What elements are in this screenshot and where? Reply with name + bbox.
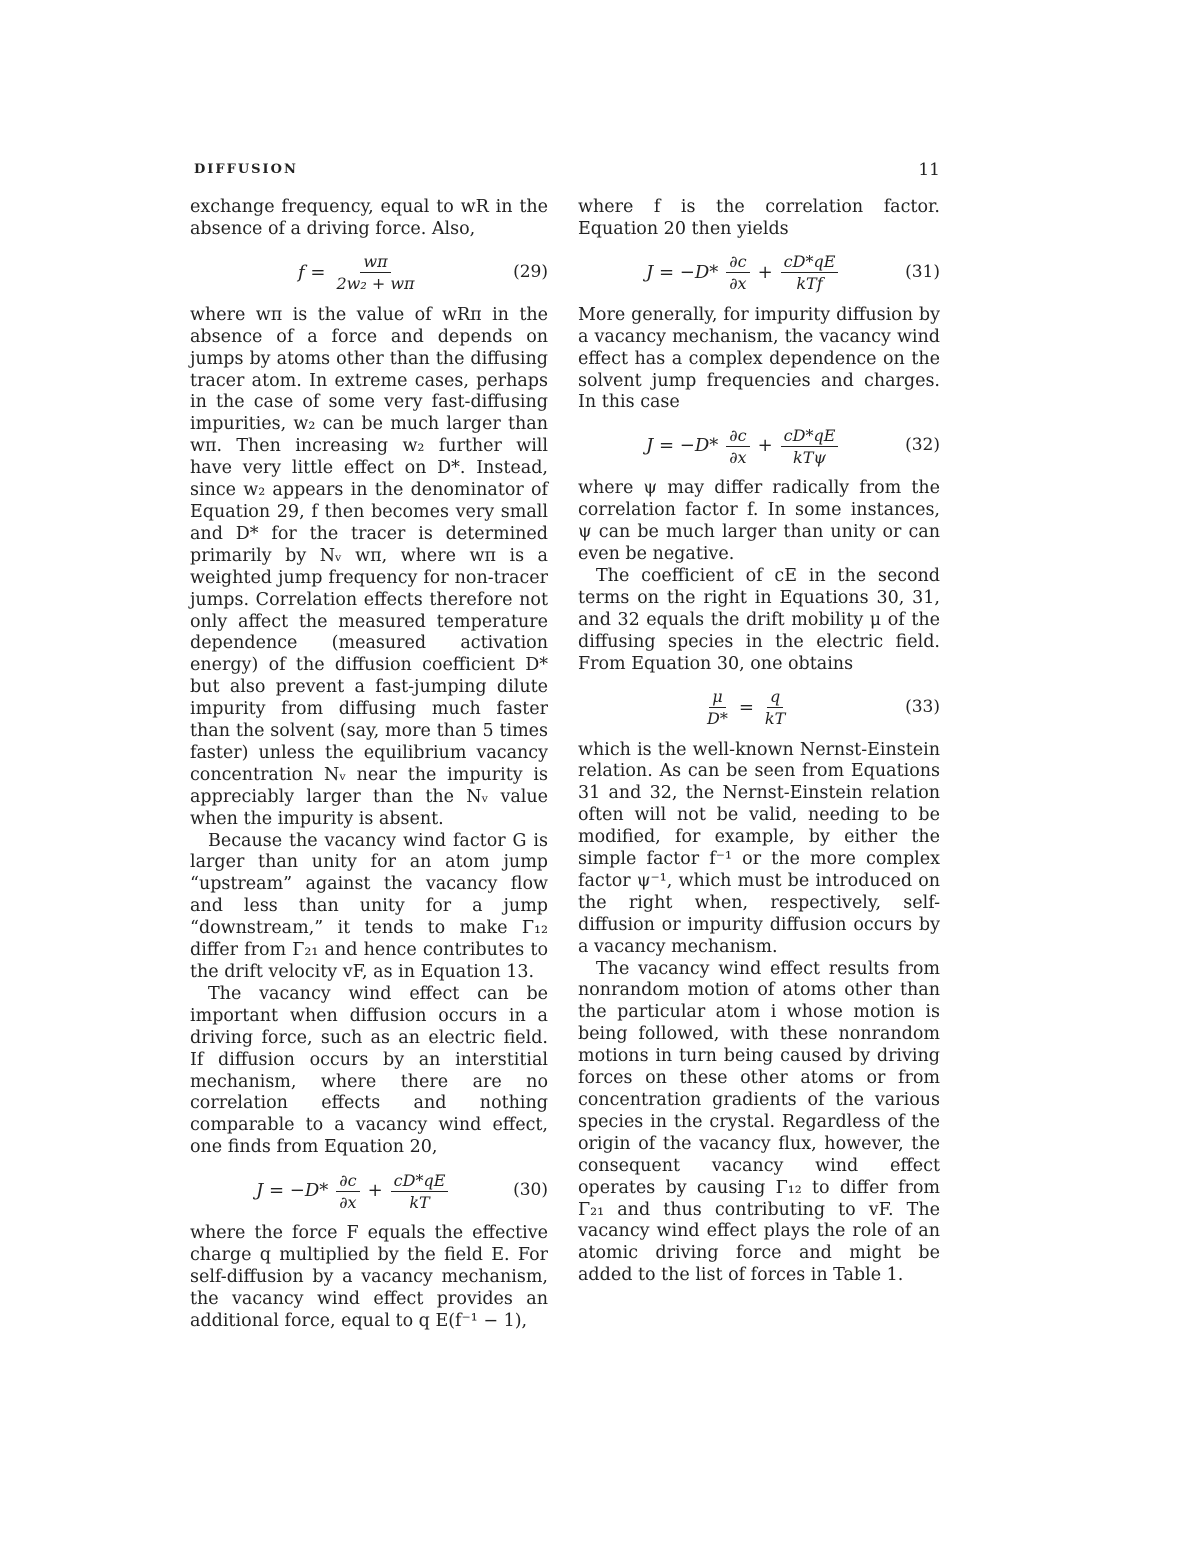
denominator: kTf	[796, 274, 823, 294]
equals-operator: =	[738, 696, 754, 718]
numerator: wπ	[360, 252, 390, 273]
paragraph: The vacancy wind effect results from nonrandom motion of atoms other than the particular atom i whose motion is being followed, with these nonrandom motions in turn being caused by driving forces on these other atoms or from concentration gradients of the various species in the crystal. Regardless of the origin of the vacancy flux, however, the consequent vacancy wind effect operates by causing Γ₁₂ to differ from Γ₂₁ and thus contributing to vF. The vacancy wind effect plays the role of an atomic driving force and might be added to the list of forces in Table 1.	[578, 958, 940, 1286]
fraction	[391, 1171, 449, 1212]
denominator: ∂x	[339, 1192, 357, 1212]
plus-operator: +	[367, 1180, 383, 1202]
numerator: cD*qE	[781, 252, 839, 273]
fraction	[726, 252, 749, 293]
numerator: ∂c	[726, 252, 749, 273]
denominator: kT	[764, 709, 786, 728]
paragraph: The vacancy wind effect can be important when diffusion occurs in a driving force, such as an electric field. If diffusion occurs by an interstitial mechanism, where there are no correlation effects and nothing comparable to a vacancy wind effect, one finds from Equation 20,	[190, 983, 548, 1158]
denominator: ∂x	[729, 274, 747, 294]
paragraph: where the force F equals the effective charge q multiplied by the field E. For self-diffusion by a vacancy mechanism, the vacancy wind effect provides an additional force, equal to q E(f⁻¹ − 1),	[190, 1223, 548, 1331]
paragraph: where wπ is the value of wRπ in the absence of a force and depends on jumps by atoms other than the diffusing tracer atom. In extreme cases, perhaps in the case of some very fast-diffusing impurities, w₂ can be much larger than wπ. Then increasing w₂ further will have very little effect on D*. Instead, since w₂ appears in the denominator of Equation 29, f then becomes very small and D* for the tracer is determined primarily by Nᵥ wπ, where wπ is a weighted jump frequency for non-tracer jumps. Correlation effects therefore not only affect the measured temperature dependence (measured activation energy) of the diffusion coefficient D* but also prevent a fast-jumping dilute impurity from diffusing much faster than the solvent (say, more than 5 times faster) unless the equilibrium vacancy concentration Nᵥ near the impurity is appreciably larger than the Nᵥ value when the impurity is absent.	[190, 304, 548, 829]
denominator: ∂x	[729, 447, 747, 467]
left-column	[190, 197, 548, 1333]
fraction	[704, 687, 731, 728]
numerator: ∂c	[726, 426, 749, 447]
running-title: DIFFUSION	[194, 162, 298, 177]
eq-lhs: J = −D*	[646, 261, 719, 283]
eq-lhs: J = −D*	[646, 435, 719, 457]
denominator: 2w₂ + wπ	[336, 274, 415, 294]
fraction	[726, 426, 749, 467]
equation-number: (31)	[905, 261, 940, 282]
equation-31	[578, 251, 940, 295]
paragraph: where f is the correlation factor. Equation 20 then yields	[578, 197, 940, 239]
paragraph: where ψ may differ radically from the correlation factor f. In some instances, ψ can be much larger than unity or can even be negative.	[578, 478, 940, 565]
eq-lhs: f =	[298, 261, 326, 283]
fraction	[781, 252, 839, 293]
paragraph: More generally, for impurity diffusion by a vacancy mechanism, the vacancy wind effect has a complex dependence on the solvent jump frequencies and charges. In this case	[578, 304, 940, 413]
equation-number: (29)	[513, 261, 548, 282]
equation-32	[578, 424, 940, 468]
numerator: ∂c	[336, 1171, 359, 1192]
paragraph: The coefficient of cE in the second terms on the right in Equations 30, 31, and 32 equals the drift mobility μ of the diffusing species in the electric field. From Equation 30, one obtains	[578, 565, 940, 674]
equation-number: (30)	[513, 1180, 548, 1201]
numerator: cD*qE	[781, 426, 839, 447]
denominator: kTψ	[793, 447, 826, 467]
page-number: 11	[918, 160, 940, 180]
eq-lhs: J = −D*	[256, 1180, 329, 1202]
equation-number: (33)	[905, 696, 940, 717]
plus-operator: +	[757, 435, 773, 457]
equation-number: (32)	[905, 435, 940, 456]
running-head	[194, 160, 940, 182]
numerator: q	[767, 687, 783, 708]
denominator: kT	[409, 1192, 430, 1212]
right-column	[578, 197, 940, 1287]
numerator: cD*qE	[391, 1171, 449, 1192]
equation-33	[578, 686, 940, 730]
fraction	[336, 1171, 359, 1212]
fraction	[333, 252, 417, 293]
paragraph: Because the vacancy wind factor G is larger than unity for an atom jump “upstream” against the vacancy flow and less than unity for a jump “downstream,” it tends to make Γ₁₂ differ from Γ₂₁ and hence contributes to the drift velocity vF, as in Equation 13.	[190, 830, 548, 982]
paragraph: which is the well-known Nernst-Einstein relation. As can be seen from Equations 31 and 32, the Nernst-Einstein relation often will not be valid, needing to be modified, for example, by either the simple factor f⁻¹ or the more complex factor ψ⁻¹, which must be introduced on the right when, respectively, self-diffusion or impurity diffusion occurs by a vacancy mechanism.	[578, 739, 940, 957]
fraction	[762, 687, 788, 728]
equation-30	[190, 1169, 548, 1213]
numerator: μ	[709, 687, 725, 708]
plus-operator: +	[757, 261, 773, 283]
equation-29	[190, 251, 548, 295]
denominator: D*	[707, 709, 728, 728]
fraction	[781, 426, 839, 467]
paragraph: exchange frequency, equal to wR in the absence of a driving force. Also,	[190, 197, 548, 239]
